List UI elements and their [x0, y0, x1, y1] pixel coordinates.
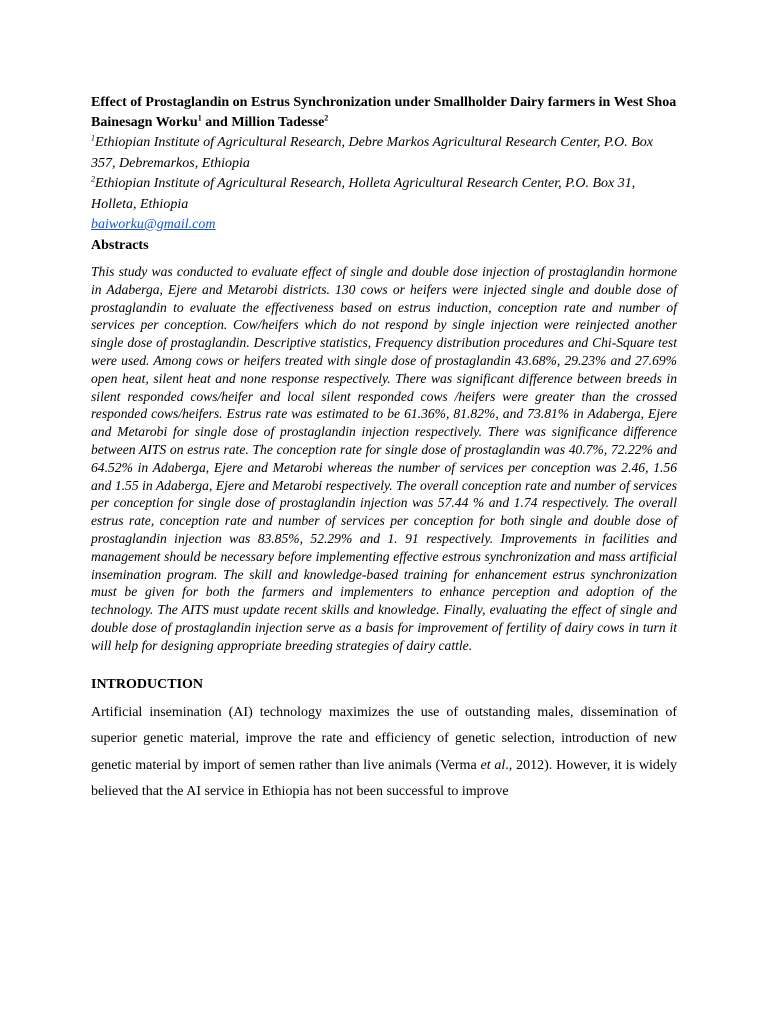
introduction-paragraph [91, 700, 677, 806]
intro-text-part-2: ., 2012). However, it is widely believed that the AI service in Ethiopia has not been successful to improve [91, 757, 677, 800]
author-1-superscript: 1 [197, 113, 202, 123]
intro-et-al: et al [480, 757, 506, 773]
author-conjunction: and [201, 115, 232, 130]
email-line [91, 215, 677, 235]
author-name-2: Million Tadesse [231, 115, 325, 130]
author-name-1: Bainesagn Worku [91, 115, 198, 130]
author-2-superscript: 2 [324, 113, 329, 123]
abstract-body: This study was conducted to evaluate effect of single and double dose injection of prostaglandin hormone in Adaberga, Ejere and Metarobi districts. 130 cows or heifers were injected single and double dose of prostaglandin to evaluate the effectiveness based on estrus induction, conception rate and number of services per conception. Cow/heifers which do not respond by single injection were reinjected another single dose of prostaglandin. Descriptive statistics, Frequency distribution procedures and Chi-Square test were used. Among cows or heifers treated with single dose of prostaglandin 43.68%, 29.23% and 27.69% open heat, silent heat and none response respectively. There was significant difference between breeds in silent responded cows/heifer and local silent responded cows /heifers were greater than the crossed responded cows/heifers. Estrus rate was estimated to be 61.36%, 81.82%, and 73.81% in Adaberga, Ejere and Metarobi for single dose of prostaglandin injection respectively. There was significance difference between AITS on estrus rate. The conception rate for single dose of prostaglandin was 40.7%, 72.22% and 64.52% in Adaberga, Ejere and Metarobi whereas the number of services per conception was 2.46, 1.56 and 1.55 in Adaberga, Ejere and Metarobi respectively. The overall conception rate and number of services per conception for single dose of prostaglandin injection was 57.44 % and 1.74 respectively. The overall estrus rate, conception rate and number of services per conception for both single and double dose of prostaglandin injection was 83.85%, 52.29% and 1. 91 respectively. Improvements in facilities and management should be necessary before implementing effective estrous synchronization and mass artificial insemination program. The skill and knowledge-based training for enhancement estrus synchronization must be given for both the farmers and implementers to enhance perception and adoption of the technology. The AITS must update recent skills and knowledge. Finally, evaluating the effect of single and double dose of prostaglandin injection serve as a basis for improvement of fertility of dairy cows in turn it will help for designing appropriate breeding strategies of dairy cattle. [91, 264, 677, 653]
affiliation-2 [91, 174, 677, 215]
paper-title: Effect of Prostaglandin on Estrus Synchronization under Smallholder Dairy farmers in West Shoa [91, 95, 677, 110]
document-page [91, 93, 677, 806]
affiliation-1 [91, 133, 677, 174]
affiliation-1-text: Ethiopian Institute of Agricultural Research, Debre Markos Agricultural Research Center, P.O. Box 357, Debremarkos, Ethiopia [91, 135, 653, 171]
affiliation-1-superscript: 1 [91, 133, 95, 143]
introduction-heading: INTRODUCTION [91, 676, 204, 692]
author-line [91, 112, 677, 133]
email-link[interactable]: baiworku@gmail.com [91, 217, 216, 232]
abstract-heading: Abstracts [91, 238, 149, 253]
intro-text-part-1: Artificial insemination (AI) technology maximizes the use of outstanding males, dissemination of superior genetic material, improve the rate and efficiency of genetic selection, introduction of new genetic material by import of semen rather than live animals (Verma [91, 704, 677, 773]
affiliation-2-text: Ethiopian Institute of Agricultural Research, Holleta Agricultural Research Center, P.O. Box 31, Holleta, Ethiopia [91, 176, 636, 212]
affiliation-2-superscript: 2 [91, 174, 95, 184]
